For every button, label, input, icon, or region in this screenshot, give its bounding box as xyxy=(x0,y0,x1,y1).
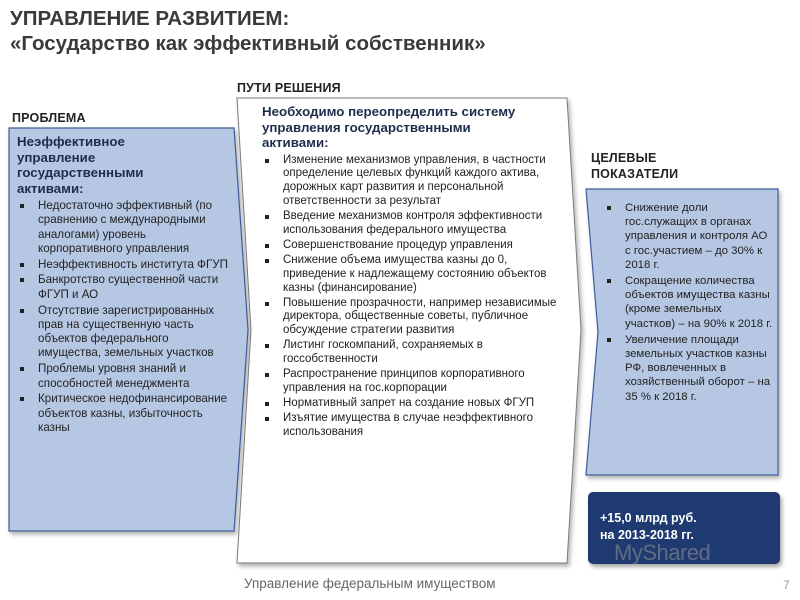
solution-item: Повышение прозрачности, например независимые директора, общественные советы, публичное обсуждение стратегии развития xyxy=(262,297,564,339)
solution-item: Введение механизмов контроля эффективности использования федерального имущества xyxy=(262,210,564,238)
solution-item: Распространение принципов корпоративного управления на гос.корпорации xyxy=(262,368,564,396)
targets-content xyxy=(604,198,774,406)
solution-item: Снижение объема имущества казны до 0, приведение к надлежащему состоянию объектов казны (финансирование) xyxy=(262,254,564,296)
targets-label-line-2: ПОКАЗАТЕЛИ xyxy=(591,167,679,181)
problem-item: Неэффективность института ФГУП xyxy=(17,258,231,272)
problem-list xyxy=(17,199,231,435)
result-line-2: на 2013-2018 гг. xyxy=(600,528,694,542)
solution-item: Совершенствование процедур управления xyxy=(262,239,564,253)
result-line-1: +15,0 млрд руб. xyxy=(600,511,697,525)
solutions-heading-line: Необходимо переопределить систему xyxy=(262,104,516,119)
problem-item: Недостаточно эффективный (по сравнению с международными аналогами) уровень корпоративного управления xyxy=(17,199,231,256)
problem-item: Критическое недофинансирование объектов казны, избыточность казны xyxy=(17,392,231,435)
solutions-list xyxy=(262,154,564,440)
page-number: 7 xyxy=(783,578,790,592)
title-line-2: «Государство как эффективный собственник» xyxy=(10,32,486,55)
target-item: Сокращение количества объектов имущества казны (кроме земельных участков) – на 90% к 2018 г. xyxy=(604,274,774,331)
watermark: MyShared xyxy=(614,540,711,565)
solutions-content xyxy=(262,104,564,441)
problem-item: Банкротство существенной части ФГУП и АО xyxy=(17,273,231,302)
problem-content xyxy=(17,134,231,437)
problem-heading-line: управление xyxy=(17,149,96,165)
solution-item: Нормативный запрет на создание новых ФГУП xyxy=(262,397,564,411)
solution-item: Листинг госкомпаний, сохраняемых в госсобственности xyxy=(262,339,564,367)
solutions-heading-line: управления государственными xyxy=(262,119,471,135)
target-item: Увеличение площади земельных участков казны РФ, вовлеченных в хозяйственный оборот – на 35 % к 2018 г. xyxy=(604,333,774,404)
problem-heading-line: государственными xyxy=(17,165,144,180)
targets-list xyxy=(604,201,774,404)
target-item: Снижение доли гос.служащих в органах управления и контроля АО с гос.участием – до 30% к 2018 г. xyxy=(604,201,774,272)
problem-heading xyxy=(17,134,231,196)
solutions-label: ПУТИ РЕШЕНИЯ xyxy=(237,81,341,95)
problem-heading-line: активами: xyxy=(17,180,84,196)
footer-text: Управление федеральным имуществом xyxy=(244,576,496,591)
problem-item: Проблемы уровня знаний и способностей менеджмента xyxy=(17,362,231,391)
problem-item: Отсутствие зарегистрированных прав на существенную часть объектов федерального имущества, земельных участков xyxy=(17,304,231,361)
solution-item: Изменение механизмов управления, в частности определение целевых функций каждого актива, дорожных карт развития и персональной ответственности за результат xyxy=(262,154,564,210)
problem-label: ПРОБЛЕМА xyxy=(12,111,86,125)
targets-label-line-1: ЦЕЛЕВЫЕ xyxy=(591,151,657,165)
solution-item: Изъятие имущества в случае неэффективного использования xyxy=(262,412,564,440)
solutions-heading-line: активами: xyxy=(262,135,329,150)
title-line-1: УПРАВЛЕНИЕ РАЗВИТИЕМ: xyxy=(10,7,290,30)
problem-heading-line: Неэффективное xyxy=(17,134,125,149)
solutions-heading xyxy=(262,104,564,151)
